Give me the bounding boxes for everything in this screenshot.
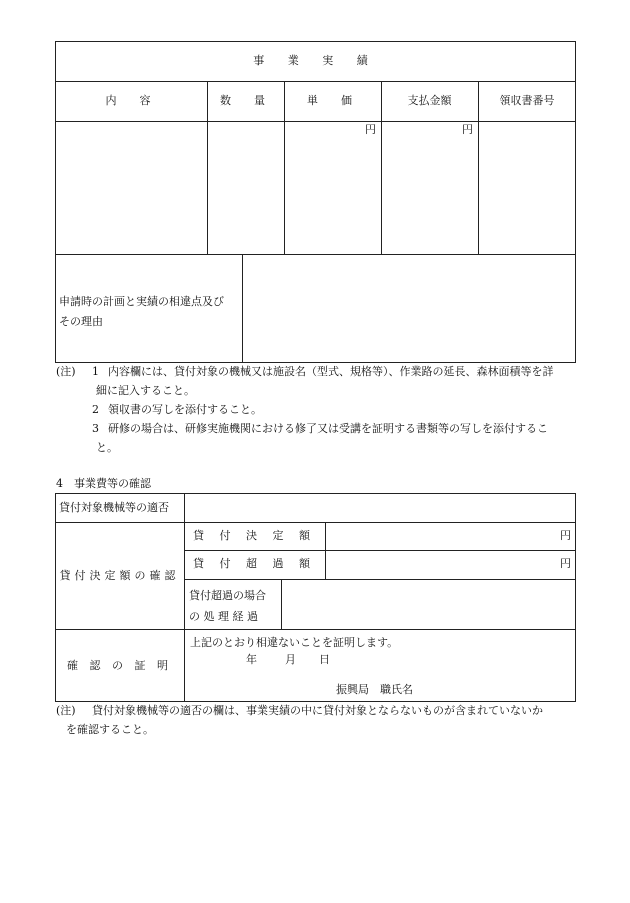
results-title: 事 業 実 績 bbox=[253, 54, 378, 67]
amount-cell[interactable] bbox=[382, 138, 477, 253]
diff-label: 申請時の計画と実績の相違点及び その理由 bbox=[59, 295, 224, 328]
cert-month: 月 bbox=[285, 653, 296, 666]
note2-prefix: (注) bbox=[56, 704, 76, 717]
suitability-label: 貸付対象機械等の適否 bbox=[59, 501, 169, 514]
cert-year: 年 bbox=[246, 653, 257, 666]
decided-amount-cell[interactable] bbox=[326, 523, 556, 549]
unit-price-yen: 円 bbox=[365, 123, 376, 136]
confirm-label: 貸付決定額の確認 bbox=[59, 569, 180, 582]
note1-item2-num: 2 bbox=[92, 403, 99, 416]
excess-label: 貸 付 超 過 額 bbox=[193, 557, 316, 570]
unit-price-cell[interactable] bbox=[285, 138, 380, 253]
note1-item3-num: 3 bbox=[92, 422, 99, 435]
note1-prefix: (注) bbox=[56, 365, 76, 378]
note1-item1-num: 1 bbox=[92, 365, 99, 378]
header-content: 内 容 bbox=[105, 94, 157, 107]
cert-text: 上記のとおり相違ないことを証明します。 bbox=[190, 636, 399, 649]
suitability-cell[interactable] bbox=[185, 494, 575, 521]
receipt-no-cell[interactable] bbox=[479, 122, 575, 253]
note2-line2: を確認すること。 bbox=[66, 723, 154, 736]
decided-yen: 円 bbox=[560, 529, 571, 542]
note1-item3-cont: と。 bbox=[96, 441, 118, 454]
note2-line1: 貸付対象機械等の適否の欄は、事業実績の中に貸付対象とならないものが含まれていないか bbox=[92, 704, 543, 717]
excess-proc-label: 貸付超過の場合 の 処 理 経 過 bbox=[189, 589, 266, 623]
decided-label: 貸 付 決 定 額 bbox=[193, 529, 316, 542]
header-quantity: 数 量 bbox=[220, 94, 271, 107]
note1-item2: 領収書の写しを添付すること。 bbox=[108, 403, 262, 416]
cert-label: 確 認 の 証 明 bbox=[67, 659, 172, 672]
header-unit-price: 単 価 bbox=[307, 94, 358, 107]
note1-item1-cont: 細に記入すること。 bbox=[96, 384, 195, 397]
excess-proc-cell[interactable] bbox=[282, 580, 575, 628]
header-receipt-no: 領収書番号 bbox=[499, 94, 555, 107]
cert-signer: 振興局 職氏名 bbox=[336, 683, 413, 696]
note1-item1: 内容欄には、貸付対象の機械又は施設名（型式、規格等）、作業路の延長、森林面積等を詳 bbox=[108, 365, 554, 378]
section4-title: 4 事業費等の確認 bbox=[56, 477, 151, 490]
note1-item3: 研修の場合は、研修実施機関における修了又は受講を証明する書類等の写しを添付するこ bbox=[108, 422, 548, 435]
excess-amount-cell[interactable] bbox=[326, 551, 556, 578]
content-cell[interactable] bbox=[56, 122, 206, 253]
excess-yen: 円 bbox=[560, 557, 571, 570]
diff-reason-cell[interactable] bbox=[243, 255, 575, 362]
amount-yen: 円 bbox=[462, 123, 473, 136]
quantity-cell[interactable] bbox=[208, 122, 283, 253]
header-amount: 支払金額 bbox=[407, 94, 452, 107]
cert-day: 日 bbox=[319, 653, 330, 666]
